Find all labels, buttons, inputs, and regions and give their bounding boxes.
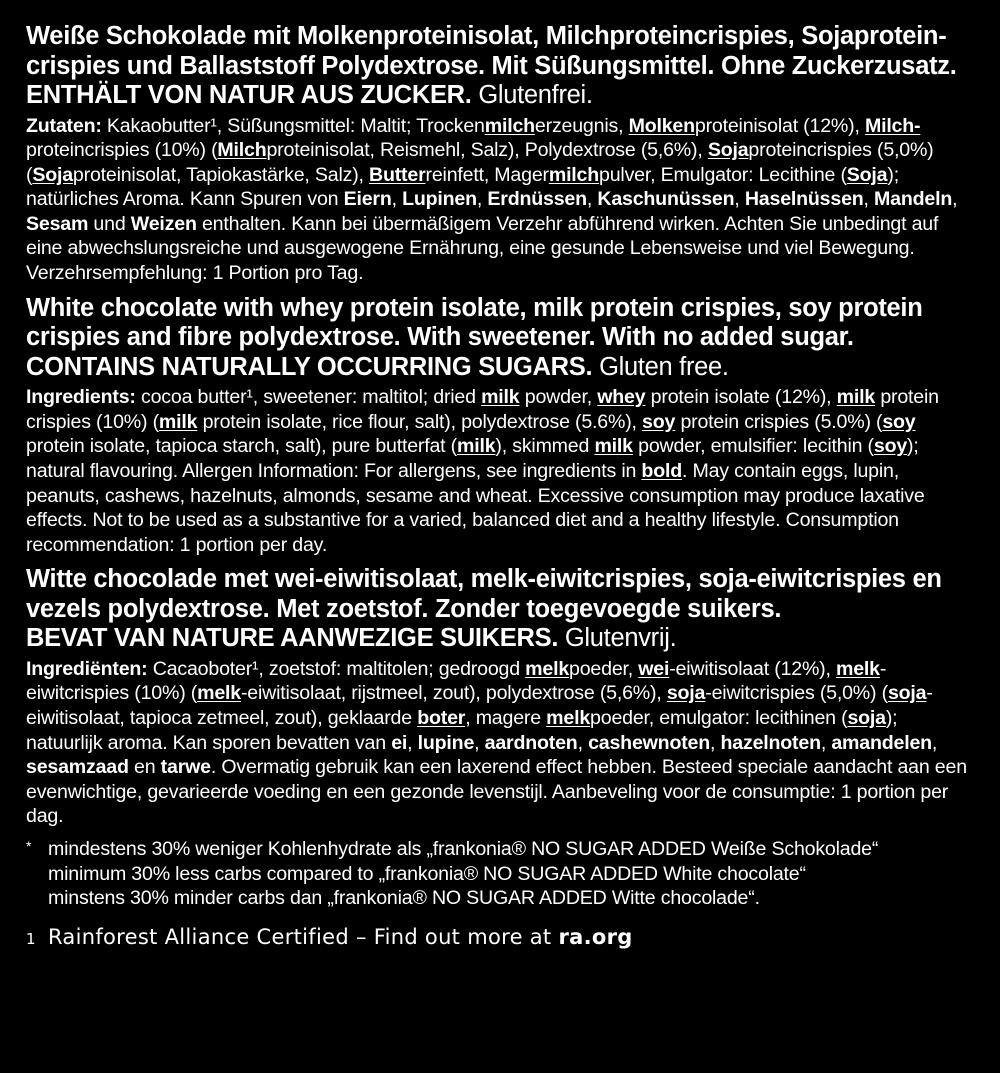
german-sugar-statement: ENTHÄLT VON NATUR AUS ZUCKER.	[26, 81, 472, 109]
allergen-emphasis: Molken	[628, 114, 695, 137]
ingredient-text: protein isolate, tapioca starch, salt), pure butterfat (	[26, 435, 457, 458]
allergen-emphasis: sesamzaad	[26, 756, 129, 779]
allergen-emphasis: Ingredients:	[26, 386, 136, 409]
allergen-emphasis: soy	[642, 410, 676, 433]
allergen-emphasis: Eiern	[343, 188, 392, 211]
footnote-line-de: mindestens 30% weniger Kohlenhydrate als „frankonia® NO SUGAR ADDED Weiße Schokolade“	[48, 837, 879, 860]
footnote-line-en: minimum 30% less carbs compared to „frankonia® NO SUGAR ADDED White chocolate“	[48, 862, 806, 885]
ingredient-text: . Overmatig gebruik kan een laxerend effect hebben. Besteed speciale aandacht aan een evenwichtige, gevarieerde voeding en een gezonde levenstijl. Aanbeveling voor de consumptie: 1 portion per dag.	[26, 756, 967, 828]
german-ingredients	[26, 114, 974, 286]
ingredient-text: ,	[391, 188, 403, 211]
ingredient-text: poeder,	[569, 657, 639, 680]
ingredient-text: ,	[734, 188, 745, 211]
certification-note	[26, 923, 974, 953]
allergen-emphasis: aardnoten	[484, 731, 578, 754]
ingredient-text: - eiwitcrispies (10%) (	[26, 657, 887, 705]
ingredient-text: enthalten. Kann bei übermäßigem Verzehr abführend wirken. Achten Sie unbedingt auf eine abwechslungsreiche und ausgewogene Ernährung, eine gesunde Lebensweise und viel Bewegung. Verzehrsempfehlung: 1 Portion pro Tag.	[26, 212, 939, 285]
ingredient-text: ,	[577, 731, 589, 754]
ingredient-text: ); natürliches Aroma. Kann Spuren von	[26, 163, 899, 211]
dutch-headline-line2: vezels polydextrose. Met zoetstof. Zonder toegevoegde suikers.	[26, 594, 782, 623]
ingredient-text: erzeugnis,	[534, 114, 629, 137]
allergen-emphasis: Zutaten:	[26, 114, 102, 137]
ingredient-text: protein isolate, rice flour, salt), polydextrose (5.6%),	[197, 410, 643, 433]
footnote-line-nl: minstens 30% minder carbs dan „frankonia® NO SUGAR ADDED Witte chocolade“.	[48, 887, 760, 910]
english-ingredients	[26, 385, 974, 557]
allergen-emphasis: Erdnüssen	[487, 188, 587, 211]
allergen-emphasis: amandelen	[831, 731, 932, 754]
english-gluten-statement: Gluten free.	[592, 352, 729, 381]
allergen-emphasis: soy	[873, 435, 908, 458]
allergen-emphasis: boter	[417, 707, 466, 729]
allergen-emphasis: cashewnoten	[588, 731, 711, 754]
ingredient-text: pulver, Emulgator: Lecithine (	[599, 163, 847, 186]
ingredient-text: ,	[586, 188, 598, 211]
allergen-emphasis: soja	[666, 682, 706, 705]
allergen-emphasis: hazelnoten	[720, 731, 821, 754]
allergen-emphasis: Milch-	[864, 114, 921, 137]
ingredient-text: ,	[476, 188, 488, 211]
certification-text	[48, 923, 633, 951]
german-gluten-statement: Glutenfrei.	[471, 81, 593, 109]
ingredient-text: powder,	[519, 386, 598, 409]
allergen-emphasis: melk	[546, 707, 591, 729]
footnote-asterisk: *	[26, 837, 32, 854]
allergen-emphasis: milk	[594, 435, 633, 458]
ingredient-text: poeder, emulgator: lecithinen (	[590, 707, 848, 729]
allergen-emphasis: tarwe	[160, 756, 211, 779]
ingredient-text: ,	[931, 731, 938, 754]
dutch-gluten-statement: Glutenvrij.	[558, 624, 677, 653]
ingredient-text: , magere	[465, 707, 547, 729]
allergen-emphasis: Kaschunüssen	[597, 188, 735, 211]
ingredient-text: cocoa butter¹, sweetener: maltitol; dried	[135, 386, 482, 409]
ingredient-text: ,	[710, 731, 721, 754]
ingredient-text: Kakaobutter¹, Süßungsmittel: Maltit; Trocken	[101, 114, 485, 137]
allergen-emphasis: Haselnüssen	[744, 188, 864, 211]
dutch-sugar-statement: BEVAT VAN NATURE AANWEZIGE SUIKERS.	[26, 624, 559, 653]
allergen-emphasis: Butter	[369, 163, 426, 186]
allergen-emphasis: Ingrediënten:	[26, 657, 148, 680]
footnote-lines	[48, 837, 878, 911]
dutch-block	[26, 565, 974, 829]
ingredient-text: -eiwitcrispies (5,0%) (	[705, 682, 888, 705]
certification-url: ra.org	[558, 924, 633, 949]
allergen-emphasis: milk	[158, 410, 198, 433]
ingredient-text: proteinisolat (12%),	[694, 114, 865, 137]
allergen-emphasis: soy	[882, 410, 916, 433]
dutch-headline-line1: Witte chocolade met wei-eiwitisolaat, melk-eiwitcrispies, soja-eiwitcrispies en	[26, 565, 942, 594]
allergen-emphasis: milch	[548, 163, 600, 186]
allergen-emphasis: milk	[836, 386, 876, 409]
ingredient-text: Cacaoboter¹, zoetstof: maltitolen; gedroogd	[147, 657, 526, 680]
allergen-emphasis: milk	[456, 435, 496, 458]
german-headline-line2: crispies und Ballaststoff Polydextrose. Mit Süßungsmittel. Ohne Zuckerzusatz.	[26, 51, 957, 80]
allergen-emphasis: ei	[391, 731, 408, 754]
ingredient-text: ,	[407, 731, 418, 754]
allergen-emphasis: Soja	[32, 163, 73, 186]
ingredient-text: ), skimmed	[495, 435, 595, 458]
ingredient-text: proteincrispies (10%) (	[26, 139, 218, 162]
allergen-emphasis: Milch	[217, 139, 267, 162]
english-headline-line2: crispies and fibre polydextrose. With sweetener. With no added sugar.	[26, 323, 854, 352]
allergen-emphasis: Lupinen	[402, 188, 477, 211]
english-block	[26, 294, 974, 558]
ingredient-text: en	[128, 756, 161, 779]
german-headline	[26, 22, 974, 111]
allergen-emphasis: whey	[597, 386, 646, 409]
allergen-emphasis: soja	[847, 707, 886, 729]
allergen-emphasis: Weizen	[130, 212, 197, 235]
carb-footnote	[26, 837, 974, 911]
ingredient-text: -eiwitisolaat (12%),	[669, 657, 836, 680]
allergen-emphasis: melk	[197, 682, 241, 705]
ingredient-text: protein crispies (10%) (	[26, 386, 939, 433]
ingredient-text: -eiwitisolaat, tapioca zetmeel, zout), geklaarde	[26, 682, 933, 729]
ingredient-text: ); natuurlijk aroma. Kan sporen bevatten van	[26, 707, 898, 754]
certification-label: Rainforest Alliance Certified – Find out more at	[48, 924, 559, 949]
allergen-emphasis: Soja	[707, 139, 749, 162]
ingredient-text: ); natural flavouring. Allergen Information: For allergens, see ingredients in	[26, 435, 919, 482]
ingredient-text: powder, emulsifier: lecithin (	[632, 435, 874, 458]
german-headline-line1: Weiße Schokolade mit Molkenproteinisolat, Milchproteincrispies, Sojaprotein-	[26, 22, 947, 50]
ingredient-text: proteinisolat, Tapiokastärke, Salz),	[72, 163, 370, 186]
english-sugar-statement: CONTAINS NATURALLY OCCURRING SUGARS.	[26, 352, 593, 381]
ingredient-text: protein isolate (12%),	[645, 386, 837, 409]
german-block	[26, 22, 974, 286]
dutch-headline	[26, 565, 974, 654]
allergen-emphasis: lupine	[417, 731, 475, 754]
allergen-emphasis: melk	[836, 657, 880, 680]
ingredient-text: und	[88, 212, 131, 235]
allergen-emphasis: Sesam	[26, 212, 89, 235]
ingredient-text: ,	[474, 731, 485, 754]
ingredient-text: protein crispies (5.0%) (	[675, 410, 883, 433]
allergen-emphasis: milch	[484, 114, 535, 137]
ingredient-text: ,	[952, 188, 958, 211]
ingredient-text: proteinisolat, Reismehl, Salz), Polydextrose (5,6%),	[266, 139, 708, 162]
allergen-emphasis: Mandeln	[874, 188, 953, 211]
ingredient-text: proteincrispies (5,0%) (	[26, 139, 934, 186]
english-headline	[26, 294, 974, 383]
allergen-emphasis: milk	[481, 386, 520, 409]
ingredient-text: ,	[820, 731, 832, 754]
allergen-emphasis: melk	[525, 657, 570, 680]
allergen-emphasis: bold	[641, 459, 682, 482]
allergen-emphasis: wei	[638, 657, 670, 680]
ingredient-text: -eiwitisolaat, rijstmeel, zout), polydextrose (5,6%),	[240, 682, 667, 705]
ingredient-text: reinfett, Mager	[425, 163, 549, 186]
ingredient-text: . May contain eggs, lupin, peanuts, cashews, hazelnuts, almonds, sesame and wheat. Excessive consumption may produce laxative effects. Not to be used as a substantive for a varied, balanced diet and a healthy lifestyle. Consumption recommendation: 1 portion per day.	[26, 459, 925, 556]
english-headline-line1: White chocolate with whey protein isolate, milk protein crispies, soy protein	[26, 293, 923, 322]
allergen-emphasis: soja	[887, 682, 927, 705]
certification-superscript: 1	[26, 929, 36, 948]
ingredient-text: ,	[863, 188, 875, 211]
dutch-ingredients	[26, 657, 974, 829]
allergen-emphasis: Soja	[846, 163, 888, 186]
